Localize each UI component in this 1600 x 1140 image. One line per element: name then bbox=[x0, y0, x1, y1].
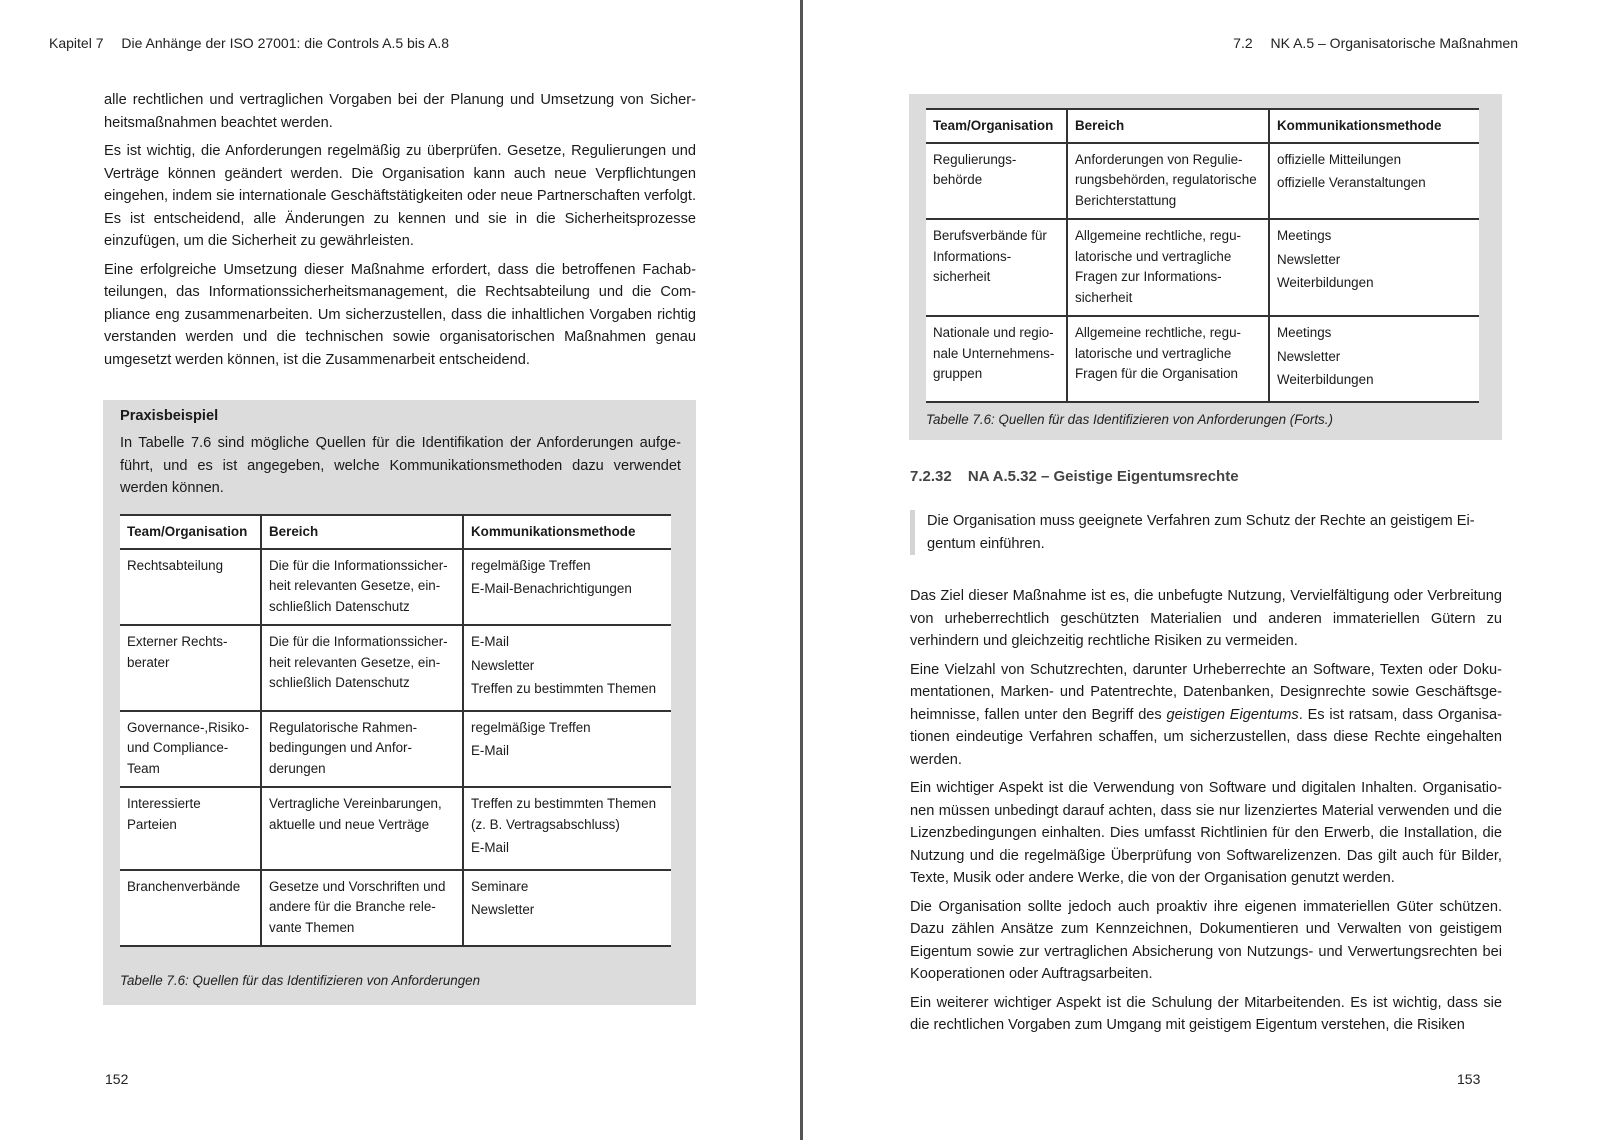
column-header: Bereich bbox=[261, 515, 463, 549]
team-cell: Governance-,Risiko- und Compliance-Team bbox=[120, 711, 261, 788]
method-item: Newsletter bbox=[471, 902, 535, 917]
team-cell: Nationale und regionale Unternehmensgruppen bbox=[926, 316, 1067, 402]
paragraph bbox=[910, 659, 1502, 772]
chapter-title: Die Anhänge der ISO 27001: die Controls A.5 bis A.8 bbox=[121, 35, 450, 51]
continued-table-box bbox=[909, 94, 1502, 440]
methods-cell bbox=[463, 870, 671, 947]
method-item: Newsletter bbox=[1277, 251, 1341, 267]
table-header-row bbox=[926, 109, 1479, 143]
running-head bbox=[49, 35, 449, 51]
running-head bbox=[1233, 35, 1518, 51]
methods-cell bbox=[1269, 219, 1479, 316]
section-title: NK A.5 – Organisatorische Maßnahmen bbox=[1270, 35, 1518, 51]
body-text bbox=[104, 89, 696, 377]
bereich-cell: Regulatorische Rahmenbedingungen und Anforderungen bbox=[261, 711, 463, 788]
example-box-title: Praxisbeispiel bbox=[120, 408, 219, 424]
team-cell: Berufsverbände für Informationssicherheit bbox=[926, 219, 1067, 316]
table-row bbox=[120, 711, 671, 788]
method-item: E-Mail-Benachrichtigungen bbox=[471, 581, 632, 596]
requirements-table-continued bbox=[926, 108, 1479, 403]
team-cell: Branchenverbände bbox=[120, 870, 261, 947]
method-item: Seminare bbox=[471, 878, 529, 894]
emphasis-term: geistigen Eigentums bbox=[1166, 706, 1299, 723]
bereich-cell: Allgemeine rechtliche, regulatorische und vertragliche Fragen für die Organisation bbox=[1067, 316, 1269, 402]
method-item: Meetings bbox=[1277, 325, 1332, 340]
method-item: E-Mail bbox=[471, 634, 509, 649]
method-item: regelmäßige Treffen bbox=[471, 719, 591, 735]
column-header: Kommunikationsmethode bbox=[1269, 109, 1479, 143]
bereich-cell: Die für die Informationssicherheit relevanten Gesetze, einschließlich Datenschutz bbox=[261, 625, 463, 711]
bereich-cell: Vertragliche Vereinbarungen, aktuelle und neue Verträge bbox=[261, 787, 463, 870]
table-caption: Tabelle 7.6: Quellen für das Identifizieren von Anforderungen bbox=[120, 973, 481, 988]
methods-cell bbox=[1269, 316, 1479, 402]
table-row bbox=[926, 219, 1479, 316]
table-row bbox=[926, 316, 1479, 402]
method-item: E-Mail bbox=[471, 840, 509, 855]
requirement-quote: Die Organisation muss geeignete Verfahren zum Schutz der Rechte an geistigem Eigentum einführen. bbox=[910, 510, 1502, 555]
bereich-cell: Gesetze und Vorschriften und andere für die Branche relevante Themen bbox=[261, 870, 463, 947]
page-number: 153 bbox=[1457, 1071, 1481, 1087]
right-page bbox=[803, 0, 1600, 1140]
column-header: Team/Organisation bbox=[926, 109, 1067, 143]
bereich-cell: Allgemeine rechtliche, regulatorische und vertragliche Fragen zur Informationssicherheit bbox=[1067, 219, 1269, 316]
table-row bbox=[926, 143, 1479, 220]
team-cell: Interessierte Parteien bbox=[120, 787, 261, 870]
body-text bbox=[910, 585, 1502, 1043]
paragraph: Die Organisation sollte jedoch auch proaktiv ihre eigenen immateriellen Güter schützen. Dazu zählen Ansätze zum Kennzeichnen, Dokumentieren und Verwalten von geistigem Eigentum sowie zur vertraglichen Absicherung von Nutzungs- und Verwertungsrechten bei Kooperationen oder Auftragsarbeiten. bbox=[910, 898, 1502, 982]
table-caption: Tabelle 7.6: Quellen für das Identifizieren von Anforderungen (Forts.) bbox=[926, 412, 1333, 427]
methods-cell bbox=[463, 625, 671, 711]
paragraph: Ein weiterer wichtiger Aspekt ist die Schulung der Mitarbeitenden. Es ist wichtig, dass sie die rechtlichen Vorgaben zum Umgang mit geistigem Eigentum verstehen, die Risiken bbox=[910, 994, 1502, 1033]
paragraph: alle rechtlichen und vertraglichen Vorgaben bei der Planung und Umsetzung von Sicherheitsmaßnahmen beachtet werden. bbox=[104, 92, 696, 131]
methods-cell bbox=[463, 787, 671, 870]
method-item: Treffen zu bestimmten Themen bbox=[471, 681, 657, 696]
column-header: Bereich bbox=[1067, 109, 1269, 143]
page-number: 152 bbox=[105, 1071, 129, 1087]
methods-cell bbox=[463, 711, 671, 788]
team-cell: Rechtsabteilung bbox=[120, 549, 261, 626]
paragraph: Das Ziel dieser Maßnahme ist es, die unbefugte Nutzung, Vervielfältigung oder Verbreitung von urheberrechtlich geschützten Materialien und anderen immateriellen Gütern zu verhindern und gleichzeitig rechtliche Risiken zu vermeiden. bbox=[910, 588, 1502, 649]
chapter-number: Kapitel 7 bbox=[49, 35, 104, 51]
method-item: regelmäßige Treffen bbox=[471, 557, 591, 573]
paragraph-text: . Es ist ratsam, dass Organisationen eindeutige Verfahren schaffen, um sicherzustellen, dass diese Rechte eingehalten werden. bbox=[910, 706, 1502, 768]
bereich-cell: Anforderungen von Regulierungsbehörden, regulatorische Berichterstattung bbox=[1067, 143, 1269, 220]
section-heading-number: 7.2.32 bbox=[910, 468, 952, 485]
methods-cell bbox=[1269, 143, 1479, 220]
example-box-intro: In Tabelle 7.6 sind mögliche Quellen für die Identifikation der Anforderungen aufgeführt, und es ist angegeben, welche Kommunikationsmethoden dazu verwendet werden können. bbox=[120, 435, 681, 496]
team-cell: Externer Rechtsberater bbox=[120, 625, 261, 711]
method-item: Meetings bbox=[1277, 228, 1332, 243]
method-item: offizielle Mitteilungen bbox=[1277, 151, 1402, 167]
paragraph-text: Eine Vielzahl von Schutzrechten, darunter Urheberrechte an Software, Texten oder Dokumentationen, Marken- und Patentrechte, Datenbanken, Designrechte sowie Geschäftsgeheimnisse, fallen unter den Begriff des bbox=[910, 661, 1502, 723]
table-row bbox=[120, 549, 671, 626]
section-heading-title: NA A.5.32 – Geistige Eigentumsrechte bbox=[967, 468, 1239, 485]
table-row bbox=[120, 870, 671, 947]
paragraph: Ein wichtiger Aspekt ist die Verwendung von Software und digitalen Inhalten. Organisationen müssen unbedingt darauf achten, dass sie nur lizenziertes Material verwenden und die Lizenzbedingungen einhalten. Dies umfasst Richtlinien für den Erwerb, die Installation, die Nutzung und die regelmäßige Überprüfung von Softwarelizenzen. Das gilt auch für Bilder, Texte, Musik oder andere Werke, die von der Organisation genutzt werden. bbox=[910, 780, 1502, 886]
paragraph: Es ist wichtig, die Anforderungen regelmäßig zu überprüfen. Gesetze, Regulierungen und Verträge können geändert werden. Die Organisation kann auch neue Verpflichtungen eingehen, indem sie internationale Geschäftstätigkeiten oder neue Partnerschaften verfolgt. Es ist entscheidend, alle Änderungen zu kennen und sie in die Sicherheitsprozesse einzufügen, um die Sicherheit zu gewährleisten. bbox=[104, 143, 696, 249]
column-header: Team/Organisation bbox=[120, 515, 261, 549]
method-item: Weiterbildungen bbox=[1277, 275, 1374, 290]
example-box bbox=[103, 400, 696, 1005]
method-item: Treffen zu bestimmten Themen (z. B. Vertragsabschluss) bbox=[471, 796, 657, 832]
paragraph: Eine erfolgreiche Umsetzung dieser Maßnahme erfordert, dass die betroffenen Fachabteilungen, das Informationssicherheitsmanagement, die Rechtsabteilung und die Compliance eng zusammenarbeiten. Um sicherzustellen, dass die inhaltlichen Vorgaben richtig verstanden werden und die technischen sowie organisatorischen Maßnahmen genau umgesetzt werden können, ist die Zusammenarbeit entscheidend. bbox=[104, 261, 696, 368]
requirements-table bbox=[120, 514, 671, 947]
methods-cell bbox=[463, 549, 671, 626]
bereich-cell: Die für die Informationssicherheit relevanten Gesetze, einschließlich Datenschutz bbox=[261, 549, 463, 626]
team-cell: Regulierungsbehörde bbox=[926, 143, 1067, 220]
table-row bbox=[120, 625, 671, 711]
section-heading bbox=[910, 468, 1239, 485]
method-item: Newsletter bbox=[1277, 348, 1341, 364]
method-item: E-Mail bbox=[471, 743, 509, 758]
table-header-row bbox=[120, 515, 671, 549]
section-number: 7.2 bbox=[1233, 35, 1253, 51]
method-item: offizielle Veranstaltungen bbox=[1277, 175, 1426, 190]
column-header: Kommunikationsmethode bbox=[463, 515, 671, 549]
method-item: Weiterbildungen bbox=[1277, 372, 1374, 387]
table-row bbox=[120, 787, 671, 870]
method-item: Newsletter bbox=[471, 657, 535, 673]
